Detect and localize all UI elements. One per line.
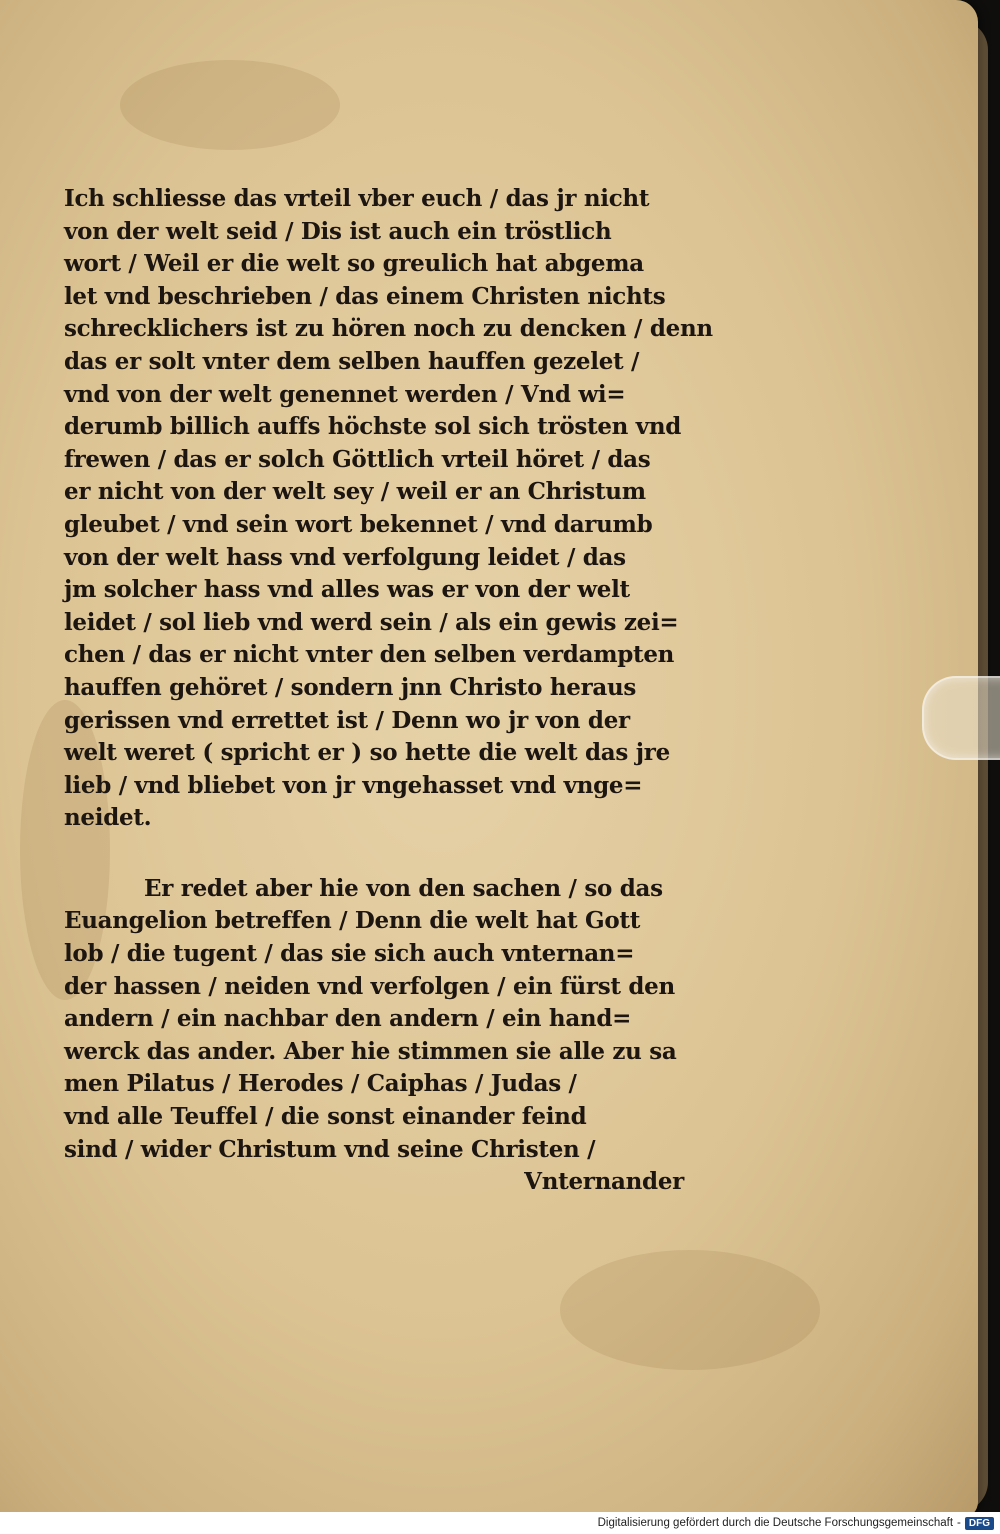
text-line: werck das ander. Aber hie stimmen sie alle zu sa: [64, 1037, 677, 1065]
text-line: vnd alle Teuffel / die sonst einander feind: [64, 1103, 587, 1131]
footer-separator: -: [957, 1517, 961, 1529]
text-line: men Pilatus / Herodes / Caiphas / Judas /: [64, 1070, 577, 1098]
paragraph-gap: [64, 835, 724, 873]
paragraph-2: [64, 873, 724, 1166]
text-line: von der welt hass vnd verfolgung leidet / das: [64, 543, 626, 571]
page-clip: [922, 676, 1000, 760]
text-line: chen / das er nicht vnter den selben verdampten: [64, 641, 675, 669]
text-line: sind / wider Christum vnd seine Christen /: [64, 1135, 596, 1163]
text-line: gerissen vnd errettet ist / Denn wo jr von der: [64, 706, 630, 734]
dfg-logo-icon: DFG: [965, 1517, 994, 1530]
paragraph-1: [64, 183, 724, 835]
text-line: derumb billich auffs höchste sol sich trösten vnd: [64, 413, 682, 441]
catchword: Vnternander: [524, 1168, 684, 1196]
text-line: wort / Weil er die welt so greulich hat abgema: [64, 250, 644, 278]
text-line: vnd von der welt genennet werden / Vnd wi=: [64, 380, 626, 408]
footer-credit: Digitalisierung gefördert durch die Deutsche Forschungsgemeinschaft: [597, 1517, 954, 1529]
text-line: lob / die tugent / das sie sich auch vnternan=: [64, 940, 635, 968]
paper-stain: [120, 60, 340, 150]
text-line: neidet.: [64, 804, 152, 832]
text-line: der hassen / neiden vnd verfolgen / ein fürst den: [64, 972, 675, 1000]
footer-bar: [0, 1512, 1000, 1534]
text-line: welt weret ( spricht er ) so hette die welt das jre: [64, 739, 670, 767]
text-line: er nicht von der welt sey / weil er an Christum: [64, 478, 646, 506]
text-line: lieb / vnd bliebet von jr vngehasset vnd vnge=: [64, 771, 643, 799]
text-line: Euangelion betreffen / Denn die welt hat Gott: [64, 907, 641, 935]
text-line: let vnd beschrieben / das einem Christen nichts: [64, 282, 666, 310]
paper-stain: [560, 1250, 820, 1370]
text-line: frewen / das er solch Göttlich vrteil höret / das: [64, 445, 651, 473]
text-line: schrecklichers ist zu hören noch zu dencken / denn: [64, 315, 713, 343]
text-line: leidet / sol lieb vnd werd sein / als ein gewis zei=: [64, 608, 679, 636]
text-line: von der welt seid / Dis ist auch ein tröstlich: [64, 217, 612, 245]
page-text: [64, 183, 724, 1199]
text-line: andern / ein nachbar den andern / ein hand=: [64, 1005, 632, 1033]
text-line: das er solt vnter dem selben hauffen gezelet /: [64, 347, 640, 375]
text-line: Ich schliesse das vrteil vber euch / das jr nicht: [64, 185, 650, 212]
text-line: gleubet / vnd sein wort bekennet / vnd darumb: [64, 510, 653, 538]
text-line: hauffen gehöret / sondern jnn Christo heraus: [64, 673, 637, 701]
text-line: Er redet aber hie von den sachen / so das: [144, 874, 663, 902]
text-line: jm solcher hass vnd alles was er von der welt: [64, 576, 630, 604]
